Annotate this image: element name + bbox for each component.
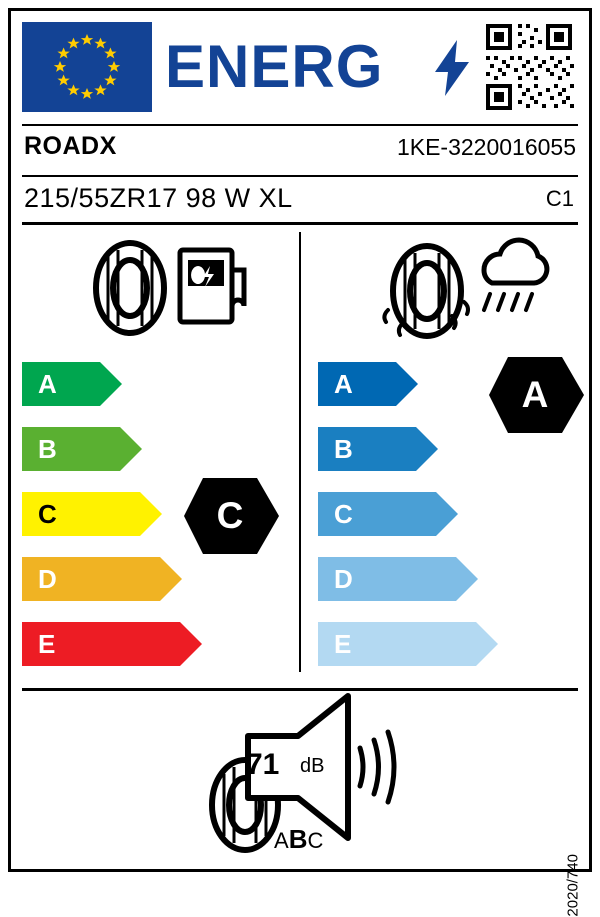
wet-grade-c — [318, 492, 476, 536]
qr-code-icon — [484, 22, 574, 112]
fuel-grade-c-letter: C — [38, 499, 57, 529]
fuel-grade-a-letter: A — [38, 369, 57, 399]
wet-grade-d — [318, 557, 476, 601]
noise-class-a: A — [274, 828, 289, 853]
noise-class-c: C — [307, 828, 324, 853]
fuel-grade-a — [22, 362, 180, 406]
wet-grip-pictogram — [372, 236, 542, 341]
noise-class-b: B — [288, 824, 308, 854]
wet-grade-scale — [318, 362, 476, 687]
wet-grade-b-letter: B — [334, 434, 353, 464]
fuel-grade-d — [22, 557, 180, 601]
fuel-grade-scale — [22, 362, 180, 687]
wet-marker-tip — [562, 357, 584, 433]
divider-top — [22, 124, 578, 126]
divider-brand — [22, 175, 578, 177]
wet-grade-a — [318, 362, 476, 406]
tyre-icon — [96, 243, 164, 333]
wet-marker-tail — [489, 357, 508, 433]
energ-text: ENERG — [165, 33, 384, 100]
rain-cloud-icon — [484, 240, 547, 310]
wet-grade-a-letter: A — [334, 369, 353, 399]
wet-grade-c-letter: C — [334, 499, 353, 529]
fuel-rating-letter: C — [216, 495, 244, 536]
eu-flag-icon — [22, 22, 152, 112]
wet-grade-e-letter: E — [334, 629, 352, 659]
fuel-marker-tip — [257, 478, 279, 554]
wet-rating-letter: A — [521, 374, 549, 415]
sound-waves-icon — [360, 732, 394, 802]
fuel-efficiency-pictogram — [80, 236, 250, 336]
lightning-bolt-icon — [435, 40, 469, 96]
fuel-grade-b-letter: B — [38, 434, 57, 464]
fuel-grade-d-letter: D — [38, 564, 57, 594]
wet-rating-marker — [508, 357, 584, 433]
divider-vertical — [299, 232, 301, 672]
divider-noise — [22, 688, 578, 691]
wet-grade-b — [318, 427, 476, 471]
fuel-grade-e — [22, 622, 180, 666]
fuel-grade-c — [22, 492, 180, 536]
brand-name: ROADX — [24, 132, 117, 160]
fuel-pump-icon — [180, 250, 244, 322]
noise-unit: dB — [300, 755, 325, 777]
divider-size — [22, 222, 578, 225]
noise-value: 71 — [246, 748, 280, 781]
energ-wordmark — [165, 22, 465, 112]
regulation-date: 2020/740 — [565, 854, 582, 917]
fuel-grade-e-letter: E — [38, 629, 56, 659]
noise-class-scale — [274, 824, 323, 855]
fuel-rating-marker — [203, 478, 279, 554]
wet-grade-e — [318, 622, 476, 666]
wet-grade-d-letter: D — [334, 564, 353, 594]
type-code: 1KE-3220016055 — [396, 134, 576, 160]
fuel-marker-tail — [184, 478, 203, 554]
fuel-grade-b — [22, 427, 180, 471]
tyre-size: 215/55ZR17 98 W XL — [24, 183, 293, 213]
vehicle-class: C1 — [545, 186, 574, 211]
